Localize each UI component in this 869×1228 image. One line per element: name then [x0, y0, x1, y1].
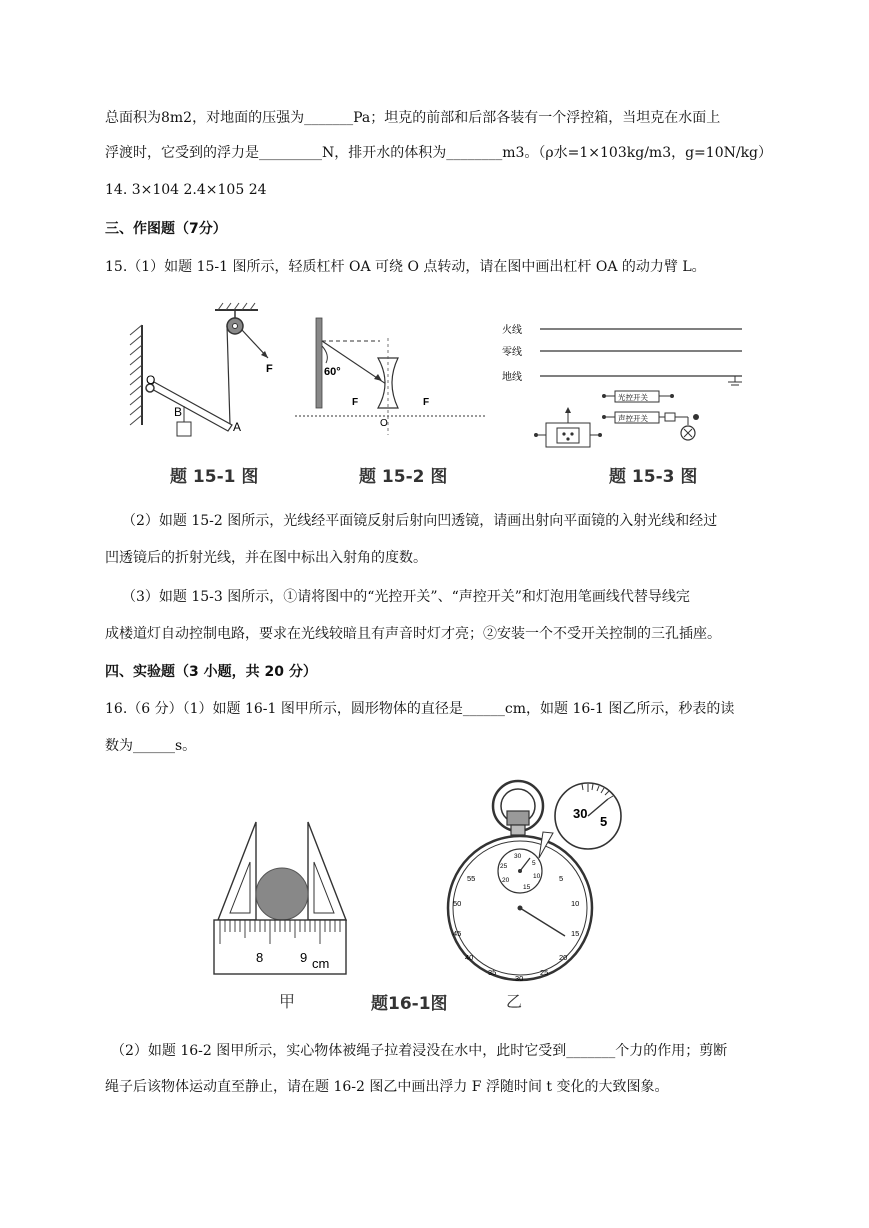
- figure-15-3-caption: 题 15-3 图: [609, 467, 698, 487]
- optics-center-o: O: [380, 418, 388, 429]
- stopwatch-small-10: 10: [533, 873, 541, 880]
- q15-part2-line1: （2）如题 15-2 图所示，光线经平面镜反射后射向凹透镜，请画出射向平面镜的入射光线和经过: [122, 513, 718, 529]
- stopwatch-big-45: 45: [453, 929, 462, 938]
- light-control-switch-label: 光控开关: [618, 393, 648, 402]
- stopwatch-big-25: 25: [540, 968, 549, 977]
- stopwatch-small-15: 15: [523, 884, 531, 891]
- circuit-ground-wire-label: 地线: [502, 372, 522, 383]
- figure-15-3-circuit: [500, 315, 750, 450]
- lever-label-a: A: [233, 420, 242, 434]
- q13-line1: 总面积为8m2，对地面的压强为_______Pa；坦克的前部和后部各装有一个浮控箱，当坦克在水面上: [105, 110, 721, 126]
- stopwatch-small-30: 30: [514, 853, 522, 860]
- lever-label-o: O: [146, 373, 156, 387]
- stopwatch-big-50: 50: [453, 899, 462, 908]
- section-4-heading: 四、实验题（3 小题，共 20 分）: [105, 664, 317, 680]
- figure-15-2-optics: [290, 313, 490, 443]
- lever-label-f: F: [266, 363, 273, 375]
- figure-16-1-label-yi: 乙: [506, 992, 523, 1011]
- stopwatch-big-30: 30: [515, 974, 524, 983]
- figure-16-1-caption: 题16-1图: [371, 994, 448, 1014]
- q15-part2-line2: 凹透镜后的折射光线，并在图中标出入射角的度数。: [105, 550, 427, 566]
- stopwatch-big-55: 55: [467, 874, 476, 883]
- figure-15-2-caption: 题 15-2 图: [359, 467, 448, 487]
- stopwatch-big-35: 35: [488, 968, 497, 977]
- q13-line2: 浮渡时，它受到的浮力是_________N，排开水的体积为________m3。（ρ水=1×103kg/m3，g=10N/kg）: [105, 145, 773, 161]
- stopwatch-big-15: 15: [571, 929, 580, 938]
- q15-part3-line2: 成楼道灯自动控制电路，要求在光线较暗且有声音时灯才亮；②安装一个不受开关控制的三孔插座。: [105, 626, 721, 642]
- stopwatch-zoom-30: 30: [573, 806, 588, 821]
- circuit-neutral-wire-label: 零线: [502, 347, 522, 358]
- ruler-unit-cm: cm: [312, 956, 330, 971]
- figure-15-1-lever: [120, 300, 295, 440]
- q16-part2-line2: 绳子后该物体运动直至静止，请在题 16-2 图乙中画出浮力 F 浮随时间 t 变化的大致图象。: [105, 1079, 669, 1095]
- answer-14: 14. 3×104 2.4×105 24: [105, 182, 267, 198]
- q16-part1-line2: 数为______s。: [105, 738, 197, 754]
- stopwatch-small-20: 20: [502, 877, 510, 884]
- ruler-tick-9: 9: [300, 950, 308, 965]
- circuit-live-wire-label: 火线: [502, 325, 522, 336]
- optics-focus-left: F: [352, 397, 359, 408]
- stopwatch-big-5: 5: [559, 874, 564, 883]
- figure-16-1-stopwatch: [435, 778, 635, 993]
- stopwatch-small-5: 5: [532, 860, 536, 867]
- q16-part2-line1: （2）如题 16-2 图甲所示，实心物体被绳子拉着浸没在水中，此时它受到_______个力的作用；剪断: [111, 1043, 728, 1059]
- figure-16-1-label-jia: 甲: [279, 992, 296, 1011]
- optics-focus-right: F: [423, 397, 430, 408]
- lever-label-b: B: [174, 405, 183, 419]
- ruler-tick-8: 8: [256, 950, 264, 965]
- stopwatch-zoom-5: 5: [600, 814, 608, 829]
- section-3-heading: 三、作图题（7分）: [105, 221, 227, 237]
- figure-16-1-ruler: [210, 812, 360, 984]
- stopwatch-small-25: 25: [500, 863, 508, 870]
- stopwatch-big-20: 20: [559, 953, 568, 962]
- q16-part1-line1: 16.（6 分）（1）如题 16-1 图甲所示，圆形物体的直径是______cm，如题 16-1 图乙所示，秒表的读: [105, 701, 735, 717]
- stopwatch-big-10: 10: [571, 899, 580, 908]
- figure-15-1-caption: 题 15-1 图: [170, 467, 259, 487]
- optics-angle-label: 60°: [324, 366, 341, 378]
- q15-part1: 15.（1）如题 15-1 图所示，轻质杠杆 OA 可绕 O 点转动，请在图中画出杠杆 OA 的动力臂 L。: [105, 259, 706, 275]
- stopwatch-big-40: 40: [465, 953, 474, 962]
- sound-control-switch-label: 声控开关: [618, 414, 648, 423]
- q15-part3-line1: （3）如题 15-3 图所示，①请将图中的“光控开关”、“声控开关”和灯泡用笔画线代替导线完: [122, 589, 690, 605]
